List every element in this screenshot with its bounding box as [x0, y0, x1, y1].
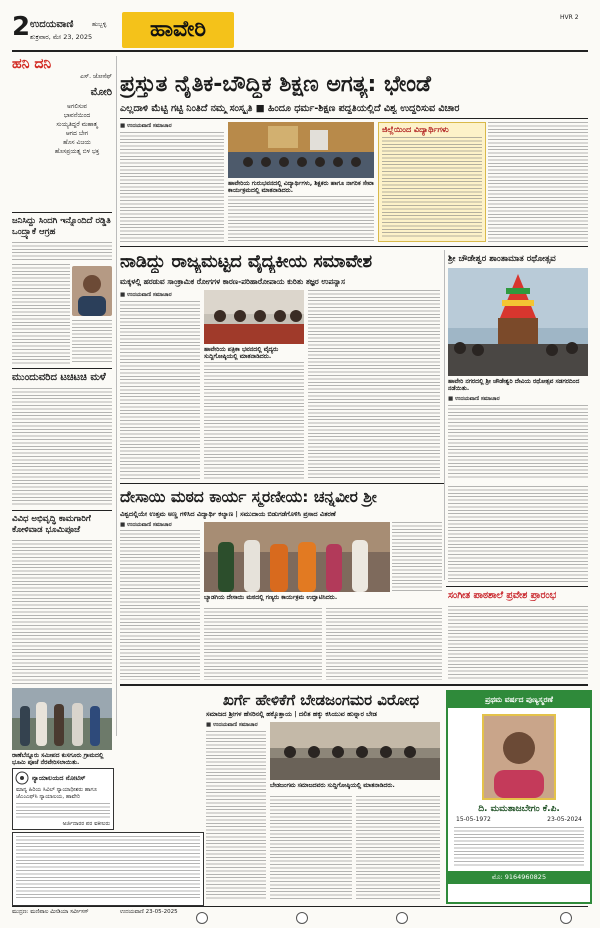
memorial-portrait [482, 714, 556, 800]
music-body [448, 606, 588, 680]
chariot-photo [448, 268, 588, 376]
desai-subhead: ವಿಶ್ವದಲ್ಲಿಯೇ ಉತ್ತಮ ಅಣ್ಣ ಗಳಿಸಿದ ವಿದ್ಯಾರ್ಥಿ ಕಲ್ಯಾಣ | ಸಮುದಾಯ ಬಿಡುಗಡೆಗೊಳಿಸಿ ಪ್ರಸಾದ ವಿತರಣೆ [120, 510, 336, 518]
registration-mark [196, 912, 208, 924]
boxed-title: ಜಿಲ್ಲೆಯಿಂದ ವಿದ್ಯಾರ್ಥಿಗಳು [382, 125, 449, 134]
music-headline: ಸಂಗೀತ ಪಾಠಶಾಲೆ ಪ್ರವೇಶ ಪ್ರಾರಂಭ [448, 590, 557, 601]
bottom-body [206, 731, 266, 901]
fair-body [448, 405, 588, 479]
rule [12, 510, 112, 511]
classified-block [12, 832, 204, 906]
edition-label: ಹುಬ್ಬಳ್ಳಿ [92, 21, 107, 28]
memorial-death: 23-05-2024 [547, 816, 582, 823]
photo-caption: ರಾಣೆಬೆನ್ನೂರು ಸಮೀಪದ ಕುಸಗೂರು ಗ್ರಾಮದಲ್ಲಿ ಭೂಮಿ ಪೂಜೆ ನೆರವೇರಿಸಲಾಯಿತು. [12, 752, 104, 766]
health-body [204, 362, 304, 479]
poem-line: ಭಾವನೆಯಿಂದ [63, 112, 91, 119]
lead-body [488, 122, 588, 242]
poem-line: ಅಗಲಿಸುವ [67, 103, 87, 110]
memorial-phone: ಮೊ: 9164960825 [448, 871, 590, 884]
lead-photo-caption: ಹಾವೇರಿಯ ಗುರುಭವನದಲ್ಲಿ ವಿದ್ಯಾರ್ಥಿಗಳು, ಶಿಕ್ಷಕರು ಹಾಗೂ ನಾಗರಿಕ ಸೇವಾ ಕಾರ್ಯಕ್ರಮದಲ್ಲಿ ಮಾತನಾಡಿದರು. [228, 180, 374, 194]
bottom-subhead: ಸಮಾಜದ ಶ್ರೀಗಳ ಹೆಸರಿನಲ್ಲಿ ಹಕ್ಕೊತ್ತಾಯ | ದಲಿತ ಹಕ್ಕು ಕಸಿಯುವ ಹುನ್ನಾರ ಬೇಡ [206, 710, 377, 718]
desai-body [326, 608, 442, 680]
desai-body [204, 608, 322, 680]
health-headline: ನಾಡಿದ್ದು ರಾಜ್ಯಮಟ್ಟದ ವೈದ್ಯಕೀಯ ಸಮಾವೇಶ [120, 252, 373, 272]
hanidani-byline: ಎಸ್. ಜೋಸೆಫ್ [80, 73, 112, 80]
desai-body [120, 530, 200, 680]
lead-bureau: ■ ಉದಯವಾಣಿ ಸಮಾಚಾರ [120, 123, 172, 129]
registration-mark [296, 912, 308, 924]
health-subhead: ಮಕ್ಕಳಲ್ಲಿ ಹರಡುವ ಸಾಂಕ್ರಾಮಿಕ ರೋಗಗಳ ಕಾರಣ-ಪರಿಹಾರೋಪಾಯ ಕುರಿತು ತಜ್ಞರ ಉಪನ್ಯಾಸ [120, 277, 345, 286]
desai-headline: ದೇಸಾಯಿ ಮಠದ ಕಾರ್ಯ ಸ್ಮರಣೀಯ: ಚನ್ನವೀರ ಶ್ರೀ [120, 488, 377, 506]
memorial-birth: 15-05-1972 [456, 816, 491, 823]
story3-headline: ವಿವಿಧ ಅಭಿವೃದ್ಧಿ ಕಾಮಗಾರಿಗೆ ಕೋಳಿವಾಡ ಭೂಮಿಪೂಜೆ [12, 514, 91, 535]
story1-body [12, 242, 112, 262]
rule [120, 483, 444, 484]
lead-photo [228, 122, 374, 178]
health-body [308, 290, 440, 479]
health-photo [204, 290, 304, 344]
lead-body [228, 196, 374, 242]
notice-body: ಮಾನ್ಯ ಹಿರಿಯ ಸಿವಿಲ್ ನ್ಯಾಯಾಧೀಶರು ಹಾಗೂ ಜೆಎಂಎಫ್‌ಸಿ ನ್ಯಾಯಾಲಯ, ಹಾವೇರಿ [16, 787, 98, 800]
desai-body [392, 522, 442, 592]
hanidani-tag: ಮೋರಿ [90, 87, 112, 98]
bottom-headline: ಖರ್ಗೆ ಹೇಳಿಕೆಗೆ ಬೇಡಜಂಗಮರ ವಿರೋಧ [222, 691, 420, 709]
masthead-rule [12, 50, 588, 52]
page-code: HVR 2 [560, 14, 579, 21]
hanidani-logo: ಹನಿ ದನಿ [12, 56, 52, 72]
footer-code: ಉದಯವಾಣಿ 23-05-2025 [120, 909, 178, 915]
column-rule [116, 56, 117, 736]
bottom-photo-caption: ಬೇಡಜಂಗಮ ಸಮಾಜದವರು ಸುದ್ದಿಗೋಷ್ಠಿಯಲ್ಲಿ ಮಾತನಾಡಿದರು. [270, 782, 395, 789]
lead-headline: ಪ್ರಸ್ತುತ ನೈತಿಕ-ಬೌದ್ಧಿಕ ಶಿಕ್ಷಣ ಅಗತ್ಯ: ಭೇಂಡೆ [120, 72, 431, 97]
desai-photo [204, 522, 390, 592]
bottom-body [270, 796, 352, 901]
footer-imprint: ಮುದ್ರಣ: ಮಣಿಪಾಲ ಮೀಡಿಯಾ ಸರ್ವೀಸಸ್ [12, 909, 89, 915]
fair-bureau: ■ ಉದಯವಾಣಿ ಸಮಾಚಾರ [448, 396, 500, 402]
memorial-name: ದಿ. ಮಮತಾಜಬೇಗಂ ಕೆ.ಪಿ. [478, 804, 560, 814]
bottom-photo [270, 722, 440, 780]
story1-headline: ಜನಿಸಿದ್ದು ಸಿಂದಗಿ ಇನ್ನೊಂದಿದೆ ರಡ್ಡಿತಿ ಒಂದ್ರ್ಯಾಕೆ ಆಗ್ರಹ [12, 216, 111, 237]
notice-footer: ಅರ್ಜಿದಾರರ ಪರ ವಕೀಲರು [62, 821, 110, 827]
rule [120, 684, 588, 686]
notice-title: ನ್ಯಾಯಾಲಯದ ನೋಟಿಸ್ [32, 773, 86, 782]
column-rule [444, 250, 445, 580]
bottom-body [356, 796, 440, 901]
rule [12, 212, 112, 213]
health-photo-caption: ಹಾವೇರಿಯ ಪತ್ರಿಕಾ ಭವನದಲ್ಲಿ ವೈದ್ಯರು ಸುದ್ದಿಗೋಷ್ಠಿಯಲ್ಲಿ ಮಾತನಾಡಿದರು. [204, 346, 279, 360]
issue-date: ಶುಕ್ರವಾರ, ಮೇ 23, 2025 [30, 33, 93, 41]
bottom-bureau: ■ ಉದಯವಾಣಿ ಸಮಾಚಾರ [206, 722, 258, 728]
poem-line: ಹೊಸಪ್ರಯತ್ನ ಬಿಳ ಭಕ್ತ [54, 148, 100, 155]
desai-photo-caption: ಬ್ಯಾಡಗಿಯ ದೇಸಾಯಿ ಮಠದಲ್ಲಿ ಗಣ್ಯರು ಕಾರ್ಯಕ್ರಮ ಉದ್ಘಾಟಿಸಿದರು. [204, 594, 338, 601]
memorial-title: ಪ್ರಥಮ ವರ್ಷದ ಪುಣ್ಯಸ್ಮರಣೆ [448, 692, 590, 708]
section-banner [122, 12, 234, 48]
inauguration-photo [12, 688, 112, 750]
poem-line: ಹೊಸ ವಿಜಯ [63, 139, 91, 146]
registration-mark [560, 912, 572, 924]
fair-body [448, 486, 588, 582]
story1-body [12, 264, 70, 364]
desai-bureau: ■ ಉದಯವಾಣಿ ಸಮಾಚಾರ [120, 522, 172, 528]
poem-line: ಆಗದ ಬೇಗ [65, 130, 89, 137]
section-title: ಹಾವೇರಿ [150, 17, 206, 42]
poem-line: ಸುಯ್ಯತಿದ್ದರೆ ಮಹಾತ್ಮ [56, 121, 98, 128]
registration-mark [396, 912, 408, 924]
rule [446, 586, 588, 587]
health-body [120, 301, 200, 479]
lead-subhead: ಎಲ್ಲದಾಳಿ ಮೆಟ್ಟಿ ಗಟ್ಟಿ ನಿಂತಿದೆ ನಮ್ಮ ಸಂಸ್ಕೃತಿ ■ ಹಿಂದೂ ಧರ್ಮ-ಶಿಕ್ಷಣ ಪದ್ಧತಿಯಲ್ಲಿದೆ ವಿಶ್ವ ಉದ್ಧರಿಸುವ ವಿಚಾರ [120, 103, 460, 114]
paper-name: ಉದಯವಾಣಿ [30, 19, 74, 30]
lead-body [120, 132, 224, 242]
story3-body [12, 540, 112, 685]
fair-headline: ಶ್ರೀ ಚೌಡೇಶ್ವರ ಶಾಂತಾಮಾತ ರಥೋತ್ಸವ [448, 254, 556, 264]
page-number: 2 [12, 12, 31, 42]
person-photo [72, 266, 112, 316]
memorial-ad [446, 690, 592, 904]
story2-headline: ಮುಂದುವರಿದ ಟಚಿಟಚಿ ಮಳೆ [12, 372, 106, 383]
fair-photo-caption: ಹಾವೇರಿ ನಗರದಲ್ಲಿ ಶ್ರೀ ಚೌಡೇಶ್ವರಿ ದೇವಿಯ ರಥೋತ್ಸವ ಸಡಗರದಿಂದ ನಡೆಯಿತು. [448, 378, 580, 392]
lead-boxed-story [378, 122, 486, 242]
health-bureau: ■ ಉದಯವಾಣಿ ಸಮಾಚಾರ [120, 292, 172, 298]
rule [120, 246, 588, 247]
emblem-icon [15, 771, 29, 785]
court-notice [12, 768, 114, 830]
story2-body [12, 388, 112, 506]
rule [12, 368, 112, 369]
story1-body [72, 320, 112, 364]
footer-rule [12, 906, 588, 907]
rule [120, 118, 588, 119]
